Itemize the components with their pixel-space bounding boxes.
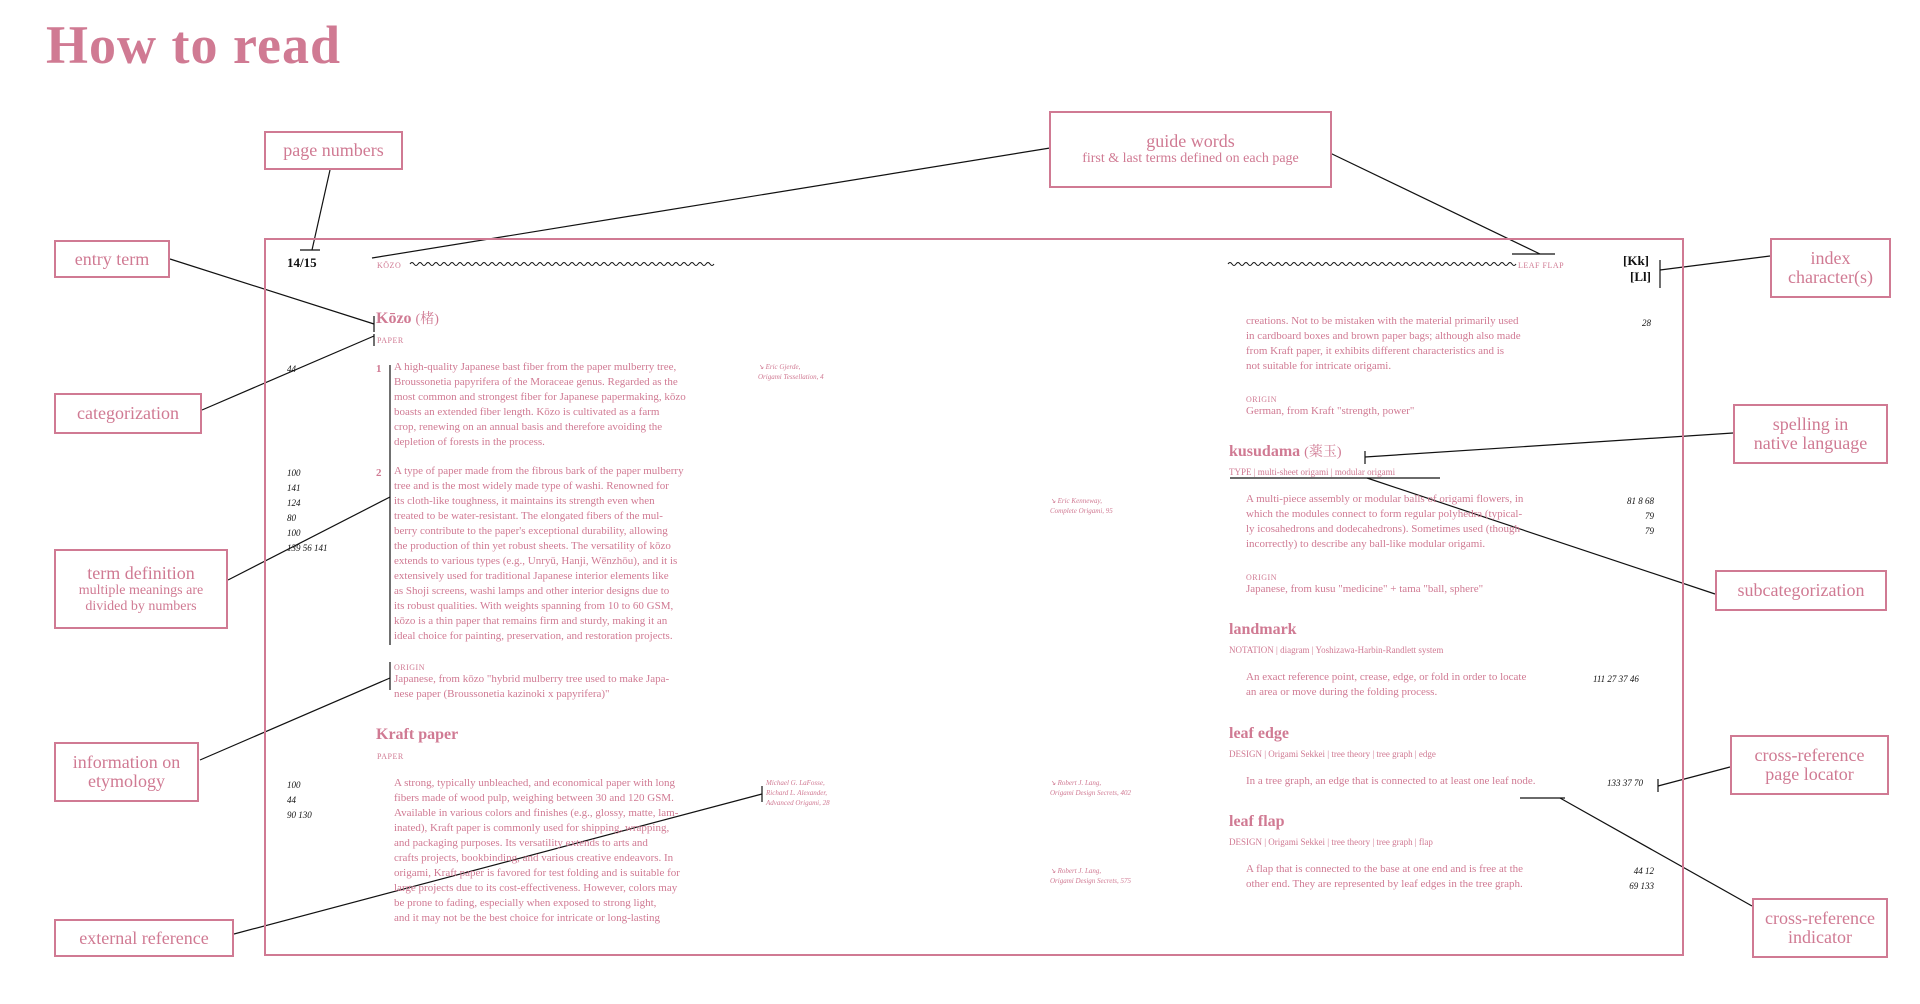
ref2-line: ↘ Eric Kenneway, [1050,497,1102,505]
callout-subcategorization [1715,570,1887,611]
entry-term-landmark: landmark [1229,621,1297,638]
landmark-locators: 111 27 37 46 [1593,674,1639,684]
landmark-line: An exact reference point, crease, edge, or fold in order to locate [1246,671,1527,683]
callout-cross-ref-locator-label: cross-reference page locator [1754,745,1865,784]
landmark-line: an area or move during the folding process. [1246,686,1438,698]
callout-index-character-label: index character(s) [1788,248,1873,287]
def2-line: the production of thin yet robust sheets. The versatility of kōzo [394,540,671,552]
kusudama-line: A multi-piece assembly or modular balls of origami flowers, in [1246,493,1524,505]
def2-line: extensively used for traditional Japanese interior elements like [394,570,669,582]
def2-locator-line: 139 56 141 [287,543,328,553]
entry-term-kozo-word: Kōzo [376,310,412,327]
def1-line: boasts an extended fiber length. Kōzo is cultivated as a farm [394,406,660,418]
kraft-locator-line: 44 [287,795,296,805]
callout-cross-ref-indicator-label: cross-reference indicator [1765,908,1875,947]
ref3-line: Richard L. Alexander, [766,789,828,797]
index-character-upper: [Kk] [1623,253,1649,268]
external-reference-4 [1050,778,1131,798]
leaf-flap-line: A flap that is connected to the base at one end and is free at the [1246,863,1524,875]
kraft-line: A strong, typically unbleached, and economical paper with long [394,777,676,789]
kusudama-text [1246,492,1523,552]
leaf-flap-category: DESIGN | Origami Sekkei | tree theory | tree graph | flap [1229,837,1433,847]
ref5-line: Origami Design Secrets, 575 [1050,877,1132,885]
callout-cross-ref-locator [1730,735,1889,795]
kraft-line: large projects due to its cost-effectiveness. However, colors may [394,882,678,894]
entry-term-kozo [376,311,439,327]
callout-categorization [54,393,202,434]
def2-line: tree and is the most widely made type of washi. Renowned for [394,480,669,492]
callout-guide-words-label: guide words [1146,131,1235,151]
kusudama-locator-line: 81 8 68 [1627,496,1654,506]
callout-cross-ref-indicator [1752,898,1888,958]
kraft-category: PAPER [377,752,404,761]
def1-line: depletion of forests in the process. [394,436,545,448]
def2-locator-line: 141 [287,483,301,493]
kusudama-line: incorrectly) to describe any ball-like modular origami. [1246,538,1486,550]
def1-line: crop, renewing on an annual basis and therefore avoiding the [394,421,663,433]
callout-page-numbers [264,131,403,170]
kusudama-category: TYPE | multi-sheet origami | modular origami [1229,467,1396,477]
ref2-line: Complete Origami, 95 [1050,507,1113,515]
index-character-lower: [Ll] [1630,269,1651,284]
kraft-locator-line: 90 130 [287,810,312,820]
def1-text [394,360,686,450]
landmark-text [1246,670,1526,700]
kozo-category: PAPER [377,336,404,345]
ref5-line: ↘ Robert J. Lang, [1050,867,1102,875]
callout-etymology-label: information on etymology [72,752,181,791]
external-reference-5 [1050,866,1131,886]
entry-term-kusudama-native: (薬玉) [1304,445,1342,460]
callout-page-numbers-label: page numbers [283,140,384,160]
kraft-cont-line: in cardboard boxes and brown paper bags; although also made [1246,330,1521,342]
leaf-flap-locators [1614,864,1654,894]
ref3-line: Advanced Origami, 28 [766,799,830,807]
def2-line: its robust qualities. With weights spanning from 10 to 60 GSM, [394,600,674,612]
def2-line: A type of paper made from the fibrous bark of the paper mulberry [394,465,684,477]
page-number: 14/15 [287,255,317,270]
kusudama-origin-label: ORIGIN [1246,573,1277,582]
callout-spelling-native [1733,404,1888,464]
def2-locator-line: 80 [287,513,296,523]
leaf-flap-locator-line: 44 12 [1633,866,1654,876]
callout-index-character [1770,238,1891,298]
def2-line: treated to be water-resistant. The elongated fibers of the mul- [394,510,663,522]
kozo-origin-label: ORIGIN [394,663,425,672]
landmark-category: NOTATION | diagram | Yoshizawa-Harbin-Randlett system [1229,645,1444,655]
def2-number: 2 [376,467,382,479]
kusudama-locators [1614,494,1654,539]
kraft-cont-line: not suitable for intricate origami. [1246,360,1392,372]
callout-entry-term [54,240,170,278]
callout-external-reference [54,919,234,957]
kraft-cont-line: from Kraft paper, it exhibits different characteristics and is [1246,345,1505,357]
kozo-origin-line: Japanese, from kōzo "hybrid mulberry tree used to make Japa- [394,673,670,685]
ref1-line: Origami Tessellation, 4 [758,373,824,381]
entry-term-kusudama [1229,444,1341,460]
def2-text [394,464,684,644]
entry-term-leaf-edge: leaf edge [1229,725,1289,742]
callout-subcategorization-label: subcategorization [1737,580,1865,600]
def2-line: ideal choice for painting, preservation, and restoration projects. [394,630,673,642]
external-reference-1 [758,362,824,382]
kraft-line: crafts projects, bookbinding, and various creative endeavors. In [394,852,674,864]
def1-number: 1 [376,363,382,375]
callout-categorization-label: categorization [77,403,179,423]
leaf-edge-locators: 133 37 70 [1607,778,1643,788]
kraft-line: inated), Kraft paper is commonly used for shipping, wrapping, [394,822,670,834]
callout-entry-term-label: entry term [74,248,150,269]
entry-term-kraft: Kraft paper [376,726,459,743]
ref4-line: ↘ Robert J. Lang, [1050,779,1102,787]
def2-locator-line: 100 [287,468,301,478]
external-reference-2 [1050,496,1113,516]
kraft-origin-label: ORIGIN [1246,395,1277,404]
callout-etymology [54,742,199,802]
kraft-continuation-text [1246,314,1521,374]
kozo-origin-line: nese paper (Broussonetia kazinoki x papyrifera)" [394,688,610,700]
page-title: How to read [46,15,341,75]
def2-locator-line: 100 [287,528,301,538]
callout-term-definition-label: term definition [87,562,195,583]
def2-locators [287,466,328,556]
kraft-line: origami, Kraft paper is favored for test folding and is suitable for [394,867,680,879]
external-reference-3 [766,778,830,808]
callout-guide-words [1049,111,1332,188]
kusudama-locator-line: 79 [1645,511,1654,521]
def1-locator: 44 [287,364,296,374]
leaf-flap-line: other end. They are represented by leaf edges in the tree graph. [1246,878,1523,890]
kraft-line: Available in various colors and finishes (e.g., glossy, matte, lam- [394,807,679,819]
guide-word-left: KŌZO [377,261,402,270]
entry-term-kozo-native: (楮) [415,312,439,327]
def2-line: berry contribute to the paper's exceptional durability, allowing [394,525,668,537]
guide-word-right: LEAF FLAP [1518,261,1565,270]
kraft-continuation-locator: 28 [1642,318,1651,328]
callout-term-definition [54,549,228,629]
kusudama-line: ly icosahedrons and dodecahedrons). Sometimes used (though [1246,523,1521,535]
ref4-line: Origami Design Secrets, 402 [1050,789,1132,797]
kraft-line: be prone to fading, especially when exposed to strong light, [394,897,657,909]
kraft-cont-line: creations. Not to be mistaken with the material primarily used [1246,315,1519,327]
def2-line: extends to various types (e.g., Unryū, Hanji, Wēnzhōu), and it is [394,555,678,567]
callout-external-reference-label: external reference [79,927,209,948]
kraft-locator-line: 100 [287,780,301,790]
leaf-flap-locator-line: 69 133 [1629,881,1654,891]
def1-line: Broussonetia papyrifera of the Moraceae genus. Regarded as the [394,376,678,388]
kraft-text [394,776,680,926]
entry-term-kusudama-word: kusudama [1229,443,1301,460]
kusudama-line: which the modules connect to form regular polyhedra (typical- [1246,508,1523,520]
def2-line: kōzo is a thin paper that remains firm and sturdy, making it an [394,615,668,627]
kusudama-origin-text: Japanese, from kusu "medicine" + tama "ball, sphere" [1246,583,1484,595]
def2-locator-line: 124 [287,498,301,508]
kraft-line: and packaging purposes. Its versatility extends to arts and [394,837,648,849]
def2-line: its cloth-like toughness, it maintains its strength even when [394,495,655,507]
kraft-line: and it may not be the best choice for intricate or long-lasting [394,912,661,924]
callout-guide-words-sub: first & last terms defined on each page [1082,151,1299,166]
kusudama-locator-line: 79 [1645,526,1654,536]
leaf-edge-text: In a tree graph, an edge that is connected to at least one leaf node. [1246,775,1536,787]
callout-spelling-native-label: spelling in native language [1753,414,1868,453]
ref3-line: Michael G. LaFosse, [766,779,825,787]
kozo-origin-text [394,672,669,702]
kraft-origin-text: German, from Kraft "strength, power" [1246,405,1415,417]
def1-line: A high-quality Japanese bast fiber from the paper mulberry tree, [394,361,677,373]
entry-term-leaf-flap: leaf flap [1229,813,1285,830]
callout-term-definition-sub: multiple meanings are divided by numbers [78,582,204,614]
def2-line: as Shoji screens, washi lamps and other interior designs due to [394,585,670,597]
def1-line: most common and strongest fiber for Japanese papermaking, kōzo [394,391,686,403]
kraft-line: fibers made of wood pulp, weighing between 30 and 120 GSM. [394,792,674,804]
ref1-line: ↘ Eric Gjerde, [758,363,801,371]
leaf-edge-category: DESIGN | Origami Sekkei | tree theory | tree graph | edge [1229,749,1436,759]
kraft-locators [287,778,312,823]
leaf-flap-text [1246,862,1523,892]
